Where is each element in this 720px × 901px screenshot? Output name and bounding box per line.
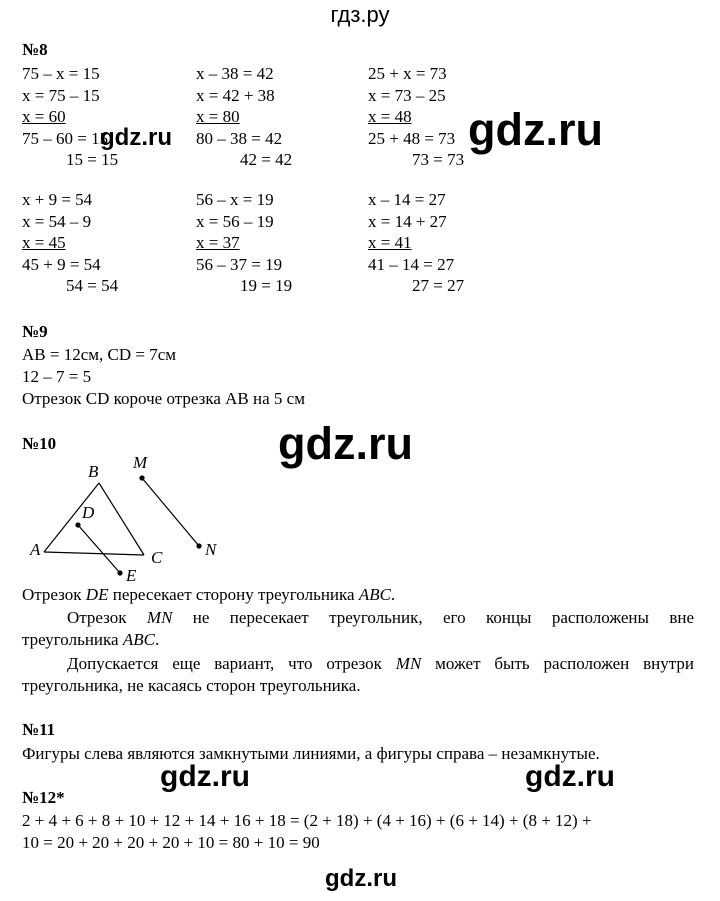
task-9-line: AB = 12см, CD = 7см — [22, 345, 177, 364]
task-12-line: 2 + 4 + 6 + 8 + 10 + 12 + 14 + 16 + 18 = (2 + 18) + (4 + 16) + (6 + 14) + (8 + 12) + — [22, 811, 592, 830]
equation-line: x = 54 – 9 — [22, 211, 92, 231]
task-11-title: №11 — [22, 720, 56, 739]
equation-check: 41 – 14 = 27 — [368, 254, 455, 274]
triangle-side-bc — [99, 483, 144, 555]
equation-check-result: 73 = 73 — [412, 150, 465, 169]
label-n: N — [205, 540, 217, 559]
equation-column — [368, 63, 464, 171]
equation-check: 25 + 48 = 73 — [368, 128, 456, 148]
point-e — [117, 570, 122, 575]
task-10-paragraph-2: Отрезок MN не пересекает треугольник, его концы расположены вне треугольника ABC. — [22, 608, 694, 649]
equation-line: x = 14 + 27 — [368, 211, 447, 231]
equation-column — [368, 189, 464, 297]
equation-column — [22, 189, 118, 297]
equation-line: x = 75 – 15 — [22, 85, 100, 105]
equation-line: x – 14 = 27 — [368, 190, 446, 209]
point-n — [196, 543, 201, 548]
task-11-answer: Фигуры слева являются замкнутыми линиями, а фигуры справа – незамкнутые. — [22, 744, 600, 763]
watermark: gdz.ru — [325, 865, 397, 892]
task-8-title: №8 — [22, 40, 48, 59]
equation-answer: x = 80 — [196, 107, 240, 126]
task-9-title: №9 — [22, 322, 48, 341]
equation-line: x – 38 = 42 — [196, 64, 274, 83]
equation-column — [196, 63, 292, 171]
task-12-line: 10 = 20 + 20 + 20 + 20 + 10 = 80 + 10 = 90 — [22, 833, 320, 852]
watermark: gdz.ru — [468, 104, 603, 155]
equation-check: 75 – 60 = 15 — [22, 128, 109, 148]
equation-line: 75 – x = 15 — [22, 64, 100, 83]
equation-answer: x = 48 — [368, 107, 412, 126]
equation-check-result: 42 = 42 — [240, 150, 293, 169]
watermark: gdz.ru — [278, 418, 413, 469]
point-d — [75, 522, 80, 527]
label-a: A — [30, 540, 41, 559]
label-c: C — [151, 548, 163, 567]
equation-answer: x = 41 — [368, 233, 412, 252]
watermark: gdz.ru — [160, 760, 250, 793]
triangle-figure — [0, 448, 240, 588]
equation-check: 80 – 38 = 42 — [196, 128, 283, 148]
equation-check: 45 + 9 = 54 — [22, 254, 101, 274]
watermark: gdz.ru — [100, 124, 172, 151]
site-header: гдз.ру — [330, 2, 390, 27]
label-e: E — [126, 566, 137, 585]
equation-column — [196, 189, 292, 297]
equation-answer: x = 37 — [196, 233, 240, 252]
equation-check: 56 – 37 = 19 — [196, 254, 283, 274]
equation-line: 56 – x = 19 — [196, 190, 274, 209]
segment-de — [78, 525, 120, 573]
task-10-paragraph-1: Отрезок DE пересекает сторону треугольника ABC. — [22, 585, 396, 604]
equation-line: 25 + x = 73 — [368, 64, 447, 83]
equation-check-result: 19 = 19 — [240, 276, 293, 295]
label-d: D — [82, 503, 95, 522]
equation-line: x + 9 = 54 — [22, 190, 93, 209]
equation-column — [22, 63, 118, 171]
equation-line: x = 73 – 25 — [368, 85, 446, 105]
task-9-line: 12 – 7 = 5 — [22, 367, 92, 386]
task-10-title: №10 — [22, 434, 57, 453]
point-m — [139, 475, 144, 480]
equation-answer: x = 60 — [22, 107, 66, 126]
label-m: M — [133, 453, 148, 472]
equation-line: x = 42 + 38 — [196, 85, 275, 105]
task-9-answer: Отрезок CD короче отрезка AB на 5 см — [22, 389, 305, 408]
triangle-side-ac — [44, 552, 144, 555]
label-b: B — [88, 462, 99, 481]
task-10-paragraph-3: Допускается еще вариант, что отрезок MN может быть расположен внутри треугольника, не касаясь сторон треугольника. — [22, 654, 694, 695]
segment-mn — [142, 478, 199, 546]
equation-check-result: 27 = 27 — [412, 276, 465, 295]
equation-check-result: 54 = 54 — [66, 276, 119, 295]
equation-answer: x = 45 — [22, 233, 66, 252]
equation-line: x = 56 – 19 — [196, 211, 274, 231]
watermark: gdz.ru — [525, 760, 615, 793]
equation-check-result: 15 = 15 — [66, 150, 119, 169]
task-12-title: №12* — [22, 788, 65, 807]
